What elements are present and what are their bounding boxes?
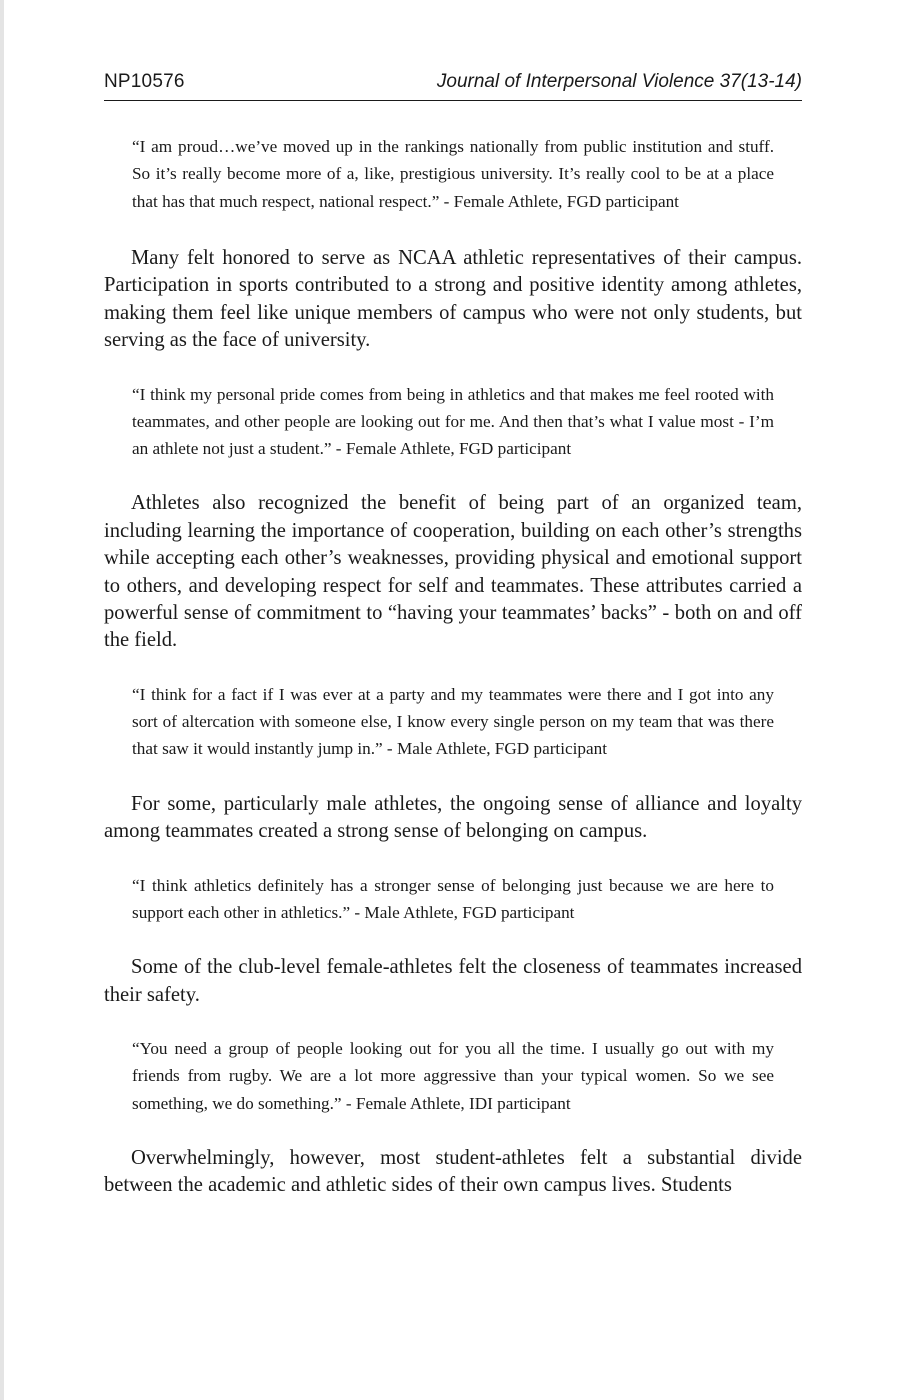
- block-quote: “You need a group of people looking out for you all the time. I usually go out with my friends from rugby. We are a lot more aggressive than your typical women. So we see something, we do something.” - Female Athlete, IDI participant: [132, 1038, 774, 1113]
- block-quote: “I am proud…we’ve moved up in the rankings nationally from public institution and stuff. So it’s really become more of a, like, prestigious university. It’s really cool to be at a place that has that much respect, national respect.” - Female Athlete, FGD participant: [132, 137, 774, 211]
- body-paragraph: Many felt honored to serve as NCAA athletic representatives of their campus. Participation in sports contributed to a strong and positive identity among athletes, making them feel like unique members of campus who were not only students, but serving as the face of university.: [104, 246, 802, 352]
- body-paragraph: Overwhelmingly, however, most student-athletes felt a substantial divide between the academic and athletic sides of their own campus lives. Students: [104, 1146, 802, 1197]
- page-id: NP10576: [104, 71, 185, 92]
- article-body: [104, 133, 802, 1200]
- page-edge: [0, 0, 4, 1400]
- block-quote: “I think my personal pride comes from being in athletics and that makes me feel rooted with teammates, and other people are looking out for me. And then that’s what I value most - I’m an athlete not just a student.” - Female Athlete, FGD participant: [132, 384, 774, 459]
- body-paragraph: Athletes also recognized the benefit of being part of an organized team, including learning the importance of cooperation, building on each other’s strengths while accepting each other’s weaknesses, providing physical and emotional support to others, and developing respect for self and teammates. These attributes carried a powerful sense of commitment to “having your teammates’ backs” - both on and off the field.: [104, 492, 802, 652]
- block-quote: “I think for a fact if I was ever at a party and my teammates were there and I got into any sort of altercation with someone else, I know every single person on my team that was there that saw it would instantly jump in.” - Male Athlete, FGD participant: [132, 684, 774, 759]
- block-quote: “I think athletics definitely has a stronger sense of belonging just because we are here to support each other in athletics.” - Male Athlete, FGD participant: [132, 875, 774, 922]
- running-header: [104, 66, 802, 101]
- body-paragraph: For some, particularly male athletes, the ongoing sense of alliance and loyalty among teammates created a strong sense of belonging on campus.: [104, 792, 802, 843]
- journal-citation: Journal of Interpersonal Violence 37(13-14): [436, 71, 802, 92]
- body-paragraph: Some of the club-level female-athletes felt the closeness of teammates increased their safety.: [104, 956, 802, 1006]
